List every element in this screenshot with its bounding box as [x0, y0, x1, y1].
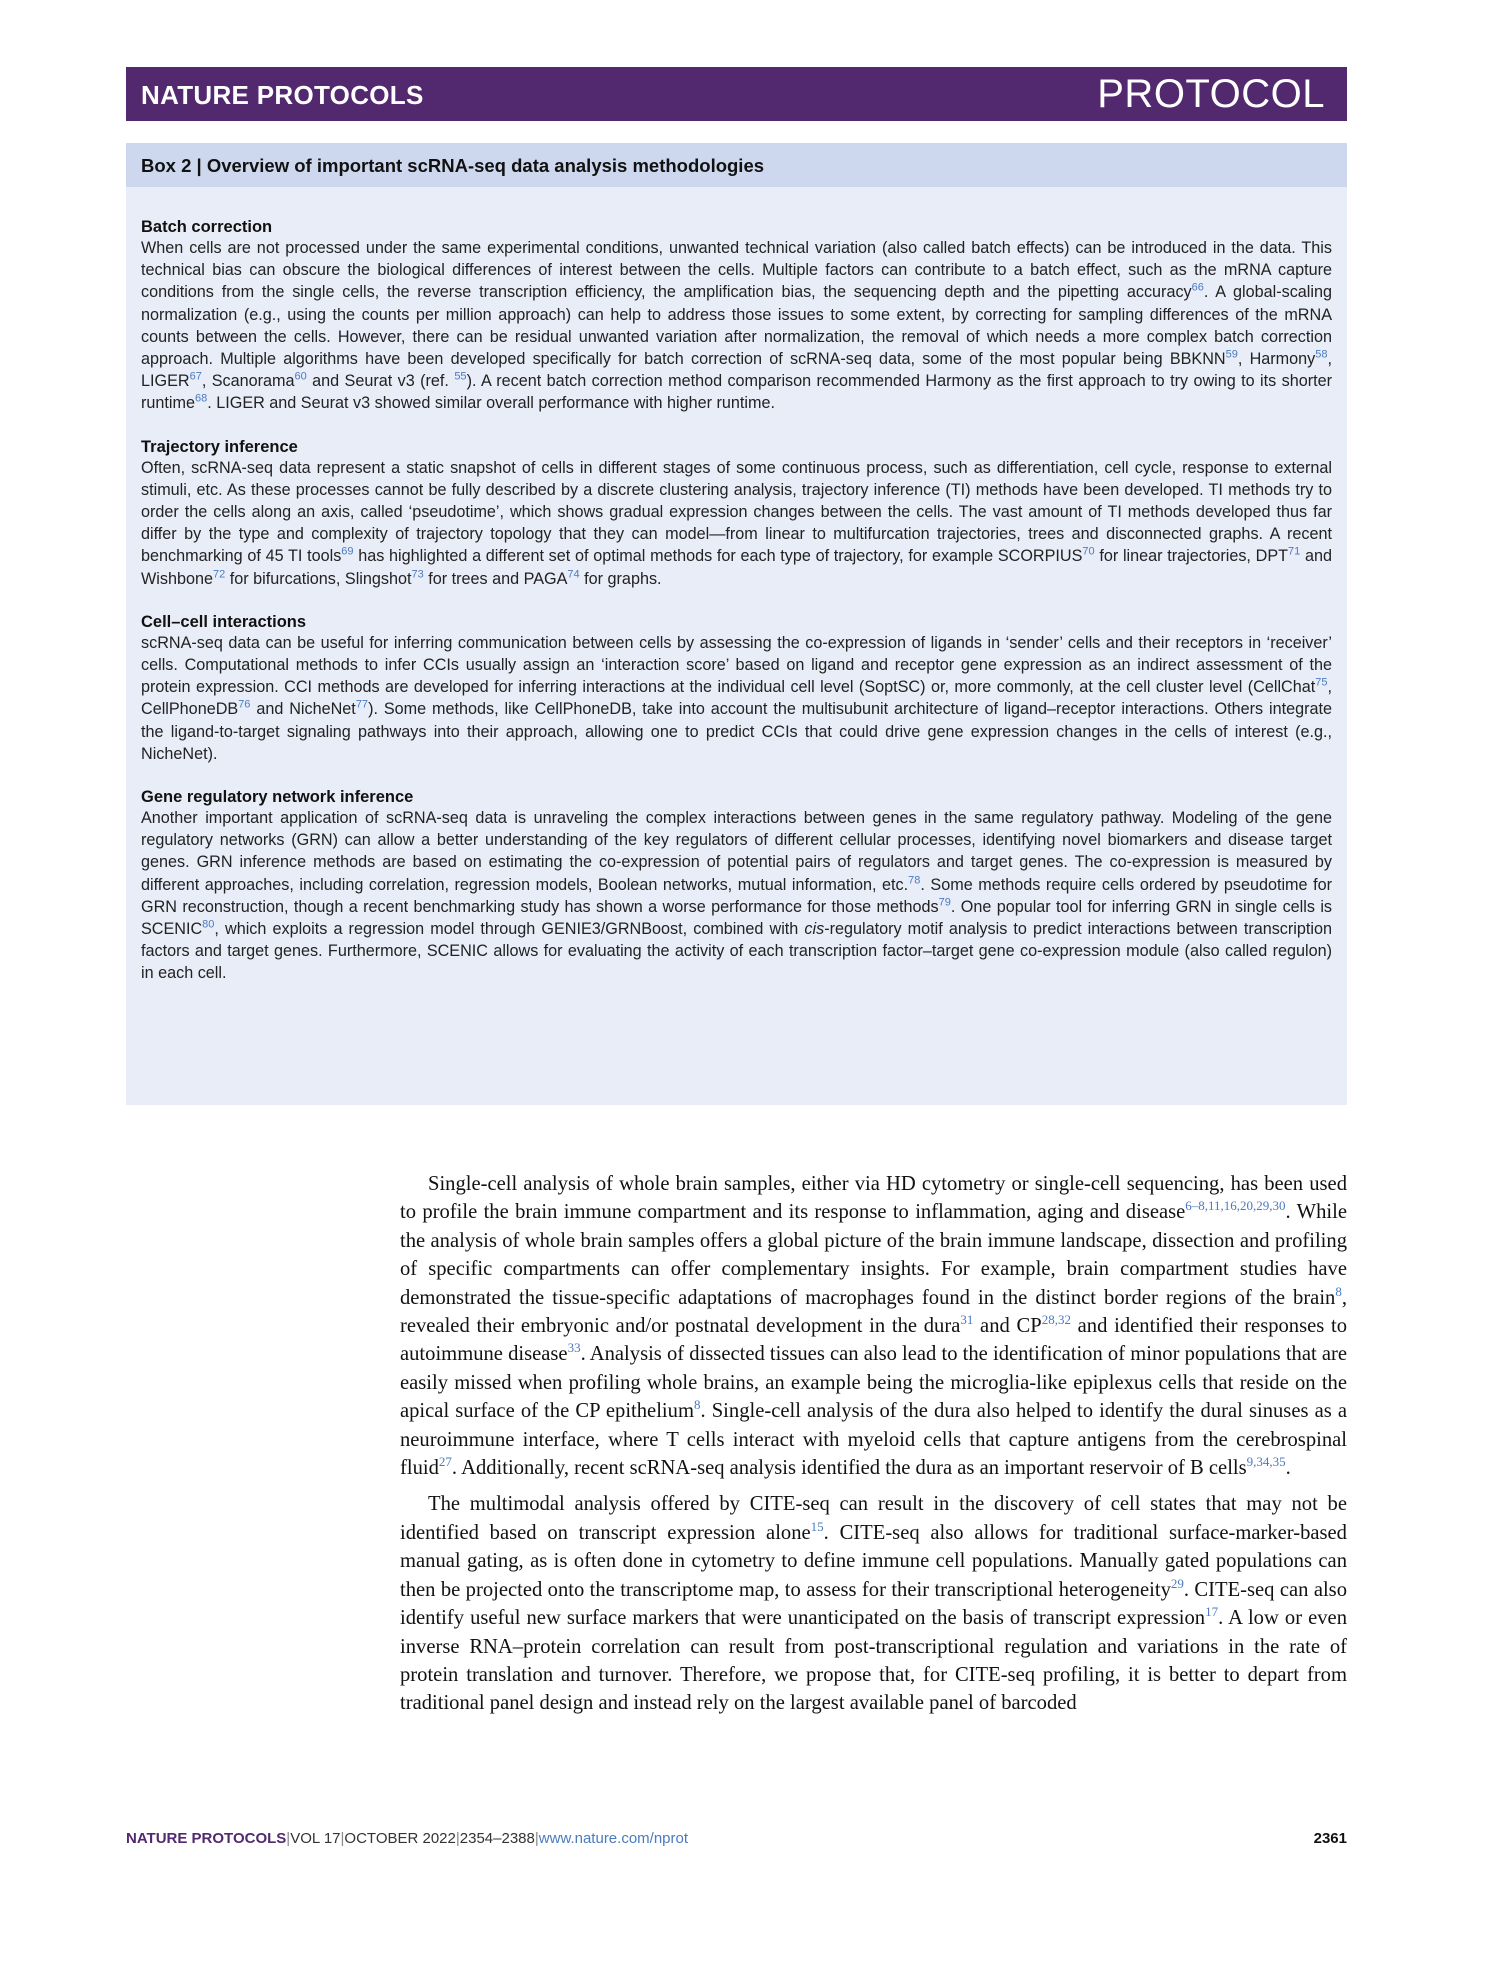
box-section-text [141, 237, 1332, 415]
page-number: 2361 [1313, 1830, 1347, 1847]
text-run: . Single-cell analysis of the dura also helped to identify the dural sinuses as a neuroimmune interface, where T cells interact with myeloid cells that capture antigens from the cerebrospinal fluid [400, 1400, 1347, 1480]
box-section-text [141, 632, 1332, 765]
reference-link[interactable]: 67 [189, 370, 202, 383]
reference-link[interactable]: 8 [693, 1397, 701, 1413]
reference-link[interactable]: 74 [567, 568, 580, 581]
box-section-text [141, 807, 1332, 985]
box-title: Box 2 | Overview of important scRNA-seq data analysis methodologies [126, 143, 1347, 187]
footer-separator: | [286, 1830, 291, 1847]
text-run: . Analysis of dissected tissues can also lead to the identification of minor populations that are easily missed when profiling whole brains, an example being the microglia-like epiplexus cells that reside on the apical surface of the CP epithelium [400, 1343, 1347, 1423]
italic-text: cis [804, 920, 825, 939]
text-run: . CITE-seq can also identify useful new surface markers that were unanticipated on the basis of transcript expression [400, 1578, 1347, 1630]
text-run: . LIGER and Seurat v3 showed similar overall performance with higher runtime. [207, 394, 775, 413]
reference-link[interactable]: 79 [938, 896, 951, 909]
text-run: Often, scRNA-seq data represent a static snapshot of cells in different stages of some continuous process, such as differentiation, cell cycle, response to external stimuli, etc. As these processes cannot be fully described by a discrete clustering analysis, trajectory inference (TI) methods have been developed. TI methods try to order the cells along an axis, called ‘pseudotime’, which shows gradual expression changes between the cells. The vast amount of TI methods developed thus far differ by the type and complexity of trajectory topology that they can model—from linear to multifurcation trajectories, trees and disconnected graphs. A recent benchmarking of 45 TI tools [141, 458, 1332, 566]
reference-link[interactable]: 31 [960, 1312, 974, 1328]
reference-link[interactable]: 8 [1335, 1283, 1342, 1299]
text-run: for bifurcations, Slingshot [225, 569, 412, 588]
reference-link[interactable]: 58 [1315, 348, 1328, 361]
journal-name: NATURE PROTOCOLS [141, 80, 424, 110]
text-run: -regulatory motif analysis to predict interactions between transcription factors and target genes. Furthermore, SCENIC allows for evaluating the activity of each transcription factor–target gene co-expression module (also called regulon) in each cell. [141, 920, 1332, 983]
footer-volume: VOL 17 [290, 1830, 341, 1847]
text-run: When cells are not processed under the same experimental conditions, unwanted technical variation (also called batch effects) can be introduced in the data. This technical bias can obscure the biological differences of interest between the cells. Multiple factors can contribute to a batch effect, such as the mRNA capture conditions from the single cells, the reverse transcription efficiency, the amplification bias, the sequencing depth and the pipetting accuracy [141, 239, 1332, 302]
reference-link[interactable]: 6–8,11,16,20,29,30 [1185, 1198, 1286, 1214]
box-section-text [141, 457, 1332, 590]
text-run: , which exploits a regression model through GENIE3/GRNBoost, combined with [214, 920, 805, 939]
text-run: . A low or even inverse RNA–protein correlation can result from post-transcriptional regulation and variations in the rate of protein translation and turnover. Therefore, we propose that, for CITE-seq profiling, it is better to depart from traditional panel design and instead rely on the largest available panel of barcoded [400, 1607, 1347, 1715]
journal-header-bar [126, 67, 1347, 121]
reference-link[interactable]: 75 [1315, 676, 1328, 689]
text-run: ). A recent batch correction method comparison recommended Harmony as the first approach to try owing to its shorter runtime [141, 372, 1332, 413]
text-run: . CITE-seq also allows for traditional surface-marker-based manual gating, as is often done in cytometry to define immune cell populations. Manually gated populations can then be projected onto the transcriptome map, to assess for their transcriptional heterogeneity [400, 1521, 1347, 1601]
box-2 [126, 143, 1347, 1105]
reference-link[interactable]: 55 [454, 370, 467, 383]
text-run: and Seurat v3 (ref. [306, 372, 455, 391]
reference-link[interactable]: 73 [411, 568, 424, 581]
reference-link[interactable]: 27 [438, 1454, 452, 1470]
box-section [141, 787, 1332, 985]
box-section-heading: Cell–cell interactions [141, 612, 307, 631]
reference-link[interactable]: 78 [908, 874, 921, 887]
text-run: , Scanorama [201, 372, 295, 391]
text-run: , LIGER [141, 350, 1332, 391]
reference-link[interactable]: 71 [1288, 546, 1301, 559]
box-section-heading: Trajectory inference [141, 437, 298, 456]
text-run: , CellPhoneDB [141, 678, 1332, 719]
main-text-column [400, 1170, 1347, 1726]
reference-link[interactable]: 69 [341, 546, 354, 559]
text-run: for trees and PAGA [423, 569, 568, 588]
text-run: and CP [973, 1315, 1042, 1338]
page-footer [126, 1830, 1347, 1852]
box-section-heading: Gene regulatory network inference [141, 788, 414, 807]
footer-pages: 2354–2388 [459, 1830, 535, 1847]
box-section [141, 437, 1332, 590]
reference-link[interactable]: 15 [810, 1519, 824, 1535]
text-run: Another important application of scRNA-seq data is unraveling the complex interactions between genes in the same regulatory pathway. Modeling of the gene regulatory networks (GRN) can allow a better understanding of the key regulators of different cellular processes, identifying novel biomarkers and disease target genes. GRN inference methods are based on estimating the co-expression of potential pairs of regulators and target genes. The co-expression is measured by different approaches, including correlation, regression models, Boolean networks, mutual information, etc. [141, 809, 1332, 894]
reference-link[interactable]: 33 [567, 1340, 581, 1356]
text-run: . [1285, 1457, 1291, 1480]
text-run: The multimodal analysis offered by CITE-seq can result in the discovery of cell states that may not be identified based on transcript expression alone [400, 1493, 1347, 1544]
text-run: scRNA-seq data can be useful for inferring communication between cells by assessing the co-expression of ligands in ‘sender’ cells and their receptors in ‘receiver’ cells. Computational methods to infer CCIs usually assign an ‘interaction score’ based on ligand and receptor gene expression as an indirect assessment of the protein expression. CCI methods are developed for inferring interactions at the individual cell level (SoptSC) or, more commonly, at the cell cluster level (CellChat [141, 633, 1332, 697]
text-run: , revealed their embryonic and/or postnatal development in the dura [400, 1286, 1347, 1338]
reference-link[interactable]: 59 [1225, 348, 1238, 361]
text-run: for graphs. [579, 569, 662, 588]
text-run: . A global-scaling normalization (e.g., using the counts per million approach) can help to address those issues to some extent, by correcting for sampling differences of the mRNA counts between the cells. However, there can be residual unwanted variation after normalization, the removal of which needs a more complex batch correction approach. Multiple algorithms have been developed specifically for batch correction of scRNA-seq data, some of the most popular being BBKNN [141, 283, 1333, 369]
text-run: . One popular tool for inferring GRN in single cells is SCENIC [141, 897, 1333, 939]
article-type: PROTOCOL [1097, 72, 1325, 116]
reference-link[interactable]: 76 [238, 699, 251, 712]
reference-link[interactable]: 80 [202, 918, 215, 931]
text-run: for linear trajectories, DPT [1094, 547, 1289, 566]
text-run: ). Some methods, like CellPhoneDB, take into account the multisubunit architecture of ligand–receptor interactions. Others integrate the ligand-to-target signaling pathways into their approach, allowing one to predict CCIs that could drive gene expression changes in the cells of interest (e.g., NicheNet). [141, 700, 1332, 763]
text-run: Single-cell analysis of whole brain samples, either via HD cytometry or single-cell sequencing, has been used to profile the brain immune compartment and its response to inflammation, aging and disease [400, 1173, 1347, 1224]
body-paragraph [400, 1490, 1347, 1717]
footer-url-link[interactable]: www.nature.com/nprot [538, 1830, 689, 1847]
text-run: . Some methods require cells ordered by pseudotime for GRN reconstruction, though a recent benchmarking study has shown a worse performance for those methods [141, 875, 1332, 916]
text-run: and identified their responses to autoimmune disease [400, 1315, 1347, 1366]
box-section-heading: Batch correction [141, 218, 273, 236]
footer-journal: NATURE PROTOCOLS [126, 1830, 287, 1847]
reference-link[interactable]: 28,32 [1041, 1312, 1071, 1328]
reference-link[interactable]: 9,34,35 [1246, 1454, 1286, 1470]
text-run: and NicheNet [250, 700, 356, 719]
reference-link[interactable]: 60 [294, 370, 307, 383]
reference-link[interactable]: 72 [212, 568, 226, 581]
reference-link[interactable]: 17 [1205, 1604, 1219, 1620]
footer-separator: | [340, 1830, 345, 1847]
text-run: has highlighted a different set of optimal methods for each type of trajectory, for example SCORPIUS [353, 547, 1083, 566]
footer-date: OCTOBER 2022 [344, 1830, 456, 1847]
text-run: , Harmony [1237, 350, 1316, 369]
reference-link[interactable]: 68 [194, 393, 208, 406]
box-section [141, 612, 1332, 765]
text-run: . While the analysis of whole brain samples offers a global picture of the brain immune landscape, dissection and profiling of specific compartments can offer complementary insights. For example, brain compartment studies have demonstrated the tissue-specific adaptations of macrophages found in the distinct border regions of the brain [400, 1201, 1347, 1309]
footer-separator: | [534, 1830, 539, 1847]
reference-link[interactable]: 29 [1170, 1575, 1184, 1591]
footer-separator: | [455, 1830, 460, 1847]
reference-link[interactable]: 66 [1191, 282, 1204, 295]
box-section [141, 217, 1332, 415]
reference-link[interactable]: 70 [1082, 546, 1095, 559]
box-content [126, 187, 1347, 985]
text-run: . Additionally, recent scRNA-seq analysis identified the dura as an important reservoir of B cells [451, 1457, 1247, 1480]
reference-link[interactable]: 77 [355, 699, 369, 712]
body-paragraph [400, 1170, 1347, 1482]
text-run: and Wishbone [141, 547, 1332, 588]
